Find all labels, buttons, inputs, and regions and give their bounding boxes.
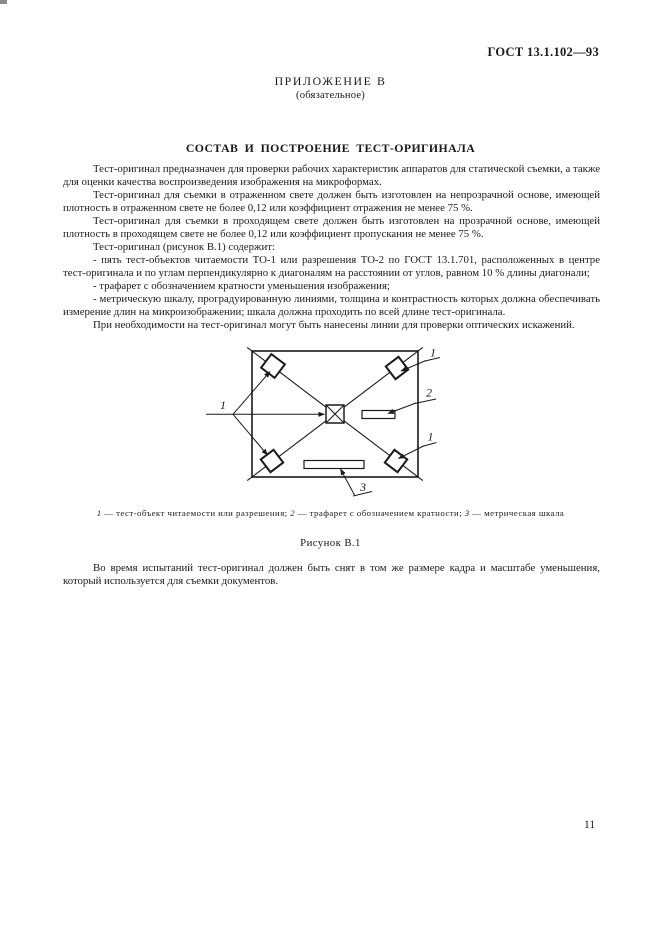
closing-text (63, 562, 600, 588)
legend-num-2: 2 (290, 508, 296, 518)
callout-label-1: 1 (220, 398, 226, 412)
paragraph: Тест-оригинал для съемки в проходящем свете должен быть изготовлен на прозрачной основе, имеющей плотность в проходящем свете не более 0,12 или коэффициент пропускания не менее 75 %. (63, 215, 600, 240)
test-original-diagram (190, 344, 470, 502)
list-item: - пять тест-объектов читаемости ТО-1 или разрешения ТО-2 по ГОСТ 13.1.701, расположенных в центре тест-оригинала и по углам перпендикулярно к диагоналям на расстоянии от углов, равном 10 % длины диагонали; (63, 254, 600, 279)
legend-text-1: — тест-объект читаемости или разрешения; (101, 508, 291, 518)
paragraph: Во время испытаний тест-оригинал должен быть снят в том же размере кадра и масштабе уменьшения, который используется для съемки документов. (63, 562, 600, 587)
body-text (63, 163, 600, 332)
test-object-square-top-left (261, 354, 285, 378)
standard-number: ГОСТ 13.1.102—93 (487, 45, 599, 59)
legend-num-1: 1 (96, 508, 102, 518)
appendix-heading (0, 74, 661, 101)
callout-leader (233, 414, 268, 455)
callout-label-2: 2 (426, 385, 432, 400)
list-item: - трафарет с обозначением кратности уменьшения изображения; (93, 280, 390, 292)
legend-text-3: — метрическая шкала (469, 508, 565, 518)
figure-legend (0, 508, 661, 518)
callout-leader (399, 446, 424, 459)
multiplicity-stencil (362, 411, 395, 419)
test-object-square-bottom-left (261, 450, 283, 472)
callout-leader (341, 469, 355, 495)
page-number: 11 (584, 819, 596, 831)
legend-text-2: — трафарет с обозначением кратности; (295, 508, 465, 518)
section-title: СОСТАВ И ПОСТРОЕНИЕ ТЕСТ-ОРИГИНАЛА (185, 141, 476, 155)
callout-label-3: 3 (360, 480, 366, 494)
test-object-square-top-right (386, 357, 408, 379)
callout-label-1: 1 (427, 429, 434, 444)
metric-scale (304, 461, 364, 469)
paragraph: Тест-оригинал для съемки в отраженном свете должен быть изготовлен на непрозрачной основе, имеющей плотность в отраженном свете не более 0,12 или коэффициент отражения не менее 75 %. (63, 189, 600, 214)
figure-b1 (190, 344, 470, 502)
appendix-subtitle: (обязательное) (295, 90, 365, 101)
legend-num-3: 3 (464, 508, 470, 518)
appendix-title: ПРИЛОЖЕНИЕ В (274, 74, 387, 88)
callout-label-1: 1 (430, 345, 436, 360)
callout-leader (388, 403, 416, 414)
list-item: - метрическую шкалу, проградуированную линиями, толщина и контрастность которых должна обеспечивать измерение длин на микроизображении; шкала должна проходить по всей длине тест-оригинала. (63, 293, 600, 318)
paragraph: Тест-оригинал (рисунок В.1) содержит: (93, 241, 275, 253)
paragraph: При необходимости на тест-оригинал могут быть нанесены линии для проверки оптических искажений. (93, 319, 575, 331)
scan-artifact (0, 0, 7, 4)
figure-caption: Рисунок В.1 (300, 537, 361, 549)
test-object-square-bottom-right (385, 450, 407, 472)
paragraph: Тест-оригинал предназначен для проверки рабочих характеристик аппаратов для статической съемки, а также для оценки качества воспроизведения изображения на микроформах. (63, 163, 600, 188)
